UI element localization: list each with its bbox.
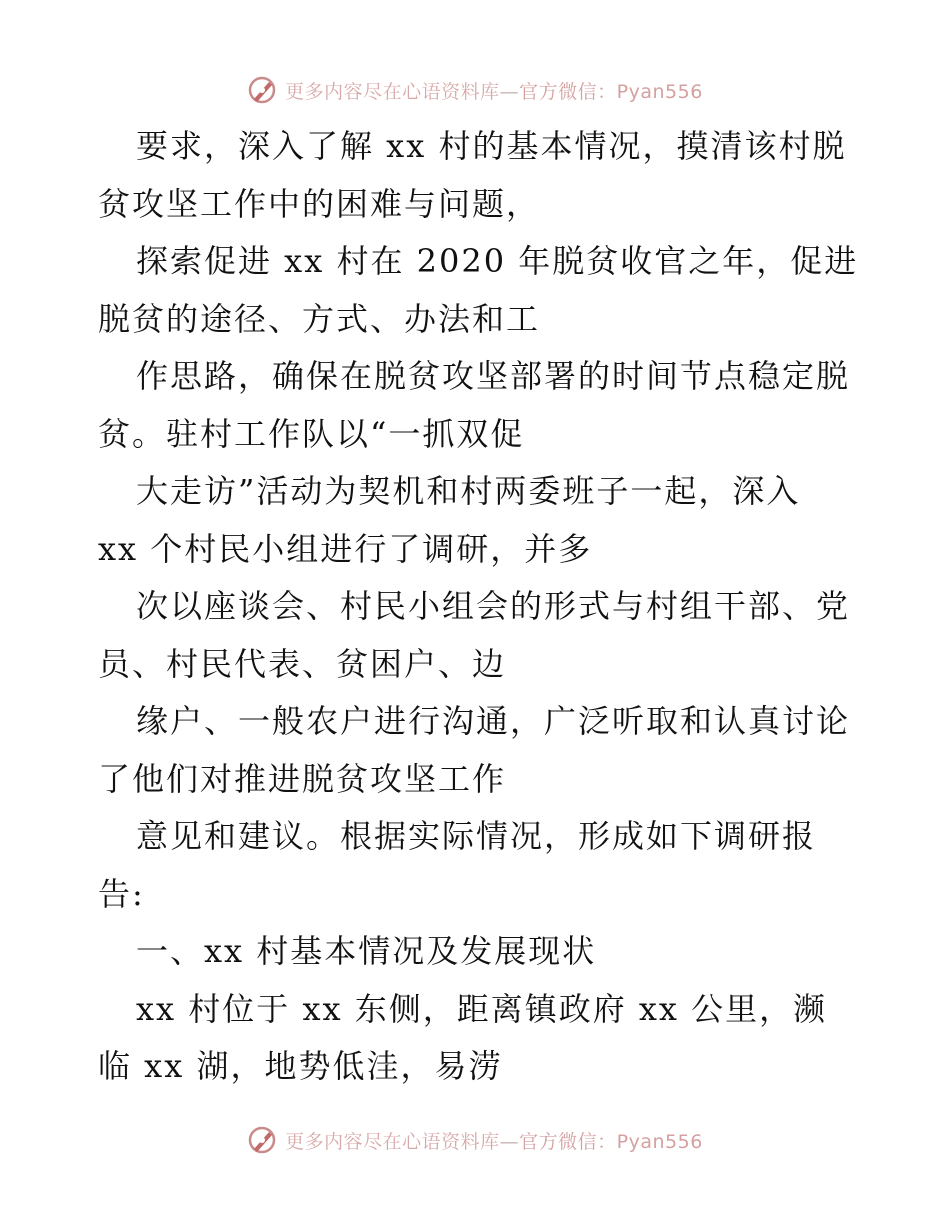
logo-icon	[247, 1125, 277, 1155]
text-line: 大走访”活动为契机和村两委班子一起，深入	[136, 472, 801, 510]
document-body	[98, 118, 858, 1096]
text-line: 贫攻坚工作中的困难与问题，	[98, 184, 541, 223]
text-line: xx 村位于 xx 东侧，距离镇政府 xx 公里，濒	[136, 989, 828, 1028]
header-watermark-text	[285, 77, 703, 104]
logo-icon	[247, 75, 277, 105]
header-promo: 更多内容尽在心语资料库	[285, 80, 500, 103]
text-line: 意见和建议。根据实际情况，形成如下调研报	[136, 817, 817, 855]
footer-promo: 更多内容尽在心语资料库	[285, 1130, 500, 1153]
footer-watermark	[0, 1120, 950, 1160]
text-line: 脱贫的途径、方式、办法和工	[98, 299, 541, 338]
footer-watermark-text	[285, 1127, 703, 1154]
footer-dash: —	[499, 1130, 520, 1153]
header-watermark	[0, 70, 950, 110]
text-line: 探索促进 xx 村在 2020 年脱贫收官之年，促进	[136, 242, 859, 280]
text-line: 了他们对推进脱贫攻坚工作	[98, 759, 507, 798]
text-line: 缘户、一般农户进行沟通，广泛听取和认真讨论	[136, 702, 851, 740]
text-line: 要求，深入了解 xx 村的基本情况，摸清该村脱	[136, 127, 847, 165]
text-line: xx 个村民小组进行了调研，并多	[98, 529, 593, 568]
text-line: 告:	[98, 874, 145, 913]
text-line: 员、村民代表、贫困户、边	[98, 644, 507, 683]
text-line: 贫。驻村工作队以“一抓双促	[98, 414, 525, 453]
text-line: 作思路，确保在脱贫攻坚部署的时间节点稳定脱	[136, 357, 851, 395]
section-heading: 一、xx 村基本情况及发展现状	[136, 932, 597, 970]
footer-account: 官方微信：Pyan556	[519, 1130, 703, 1153]
header-account: 官方微信：Pyan556	[519, 80, 703, 103]
header-dash: —	[499, 80, 520, 103]
text-line: 临 xx 湖，地势低洼，易涝	[98, 1047, 503, 1085]
text-line: 次以座谈会、村民小组会的形式与村组干部、党	[136, 587, 851, 625]
